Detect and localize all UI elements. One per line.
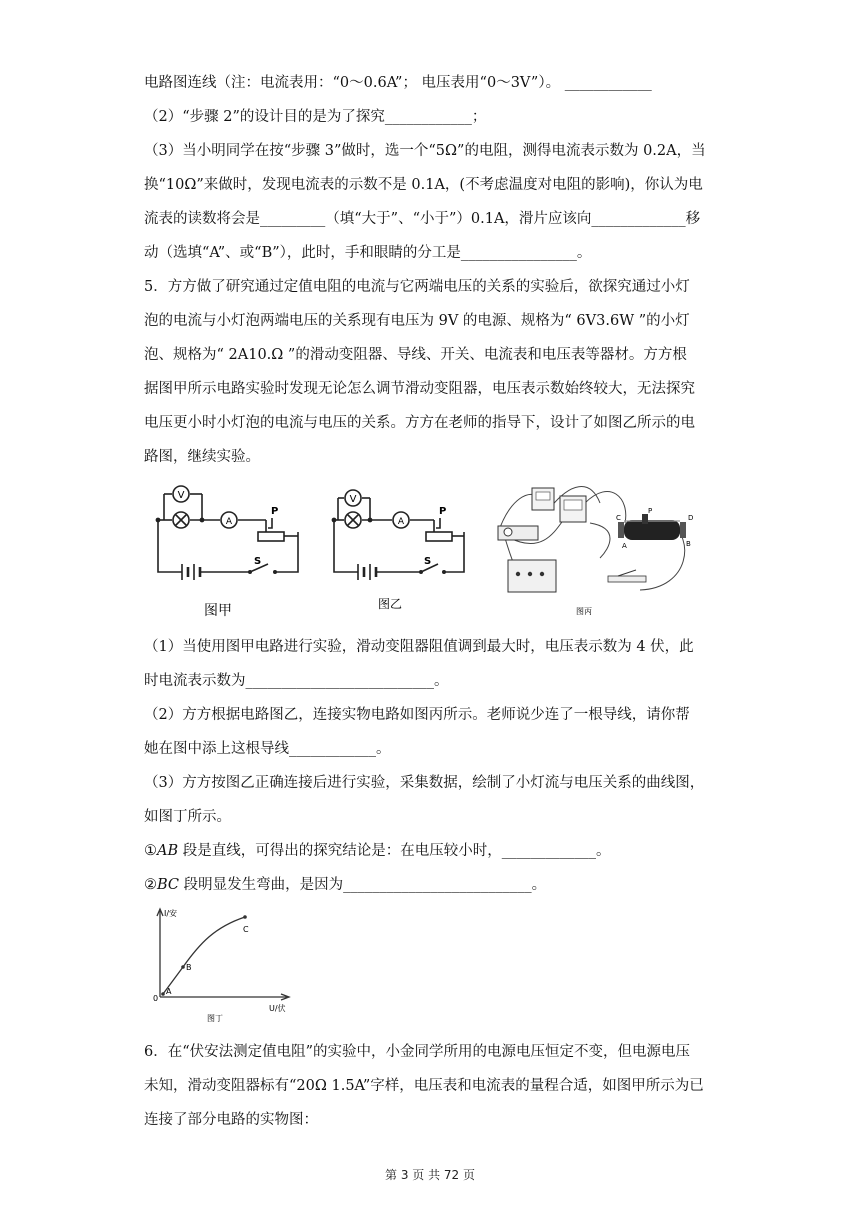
text-line: 路图，继续实验。 <box>144 449 260 465</box>
text-line: 如图丁所示。 <box>144 809 231 825</box>
terminal-d-label: D <box>688 514 694 522</box>
figure-caption: 图甲 <box>204 603 232 619</box>
text-line: 泡、规格为“ 2A10.Ω ”的滑动变阻器、导线、开关、电流表和电压表等器材。方方根 <box>144 347 687 363</box>
text-line: 连接了部分电路的实物图： <box>144 1112 318 1128</box>
y-axis-label: I/安 <box>164 909 178 918</box>
ammeter-label: A <box>397 517 405 527</box>
figure-jia-circuit <box>150 482 310 626</box>
figure-yi-circuit <box>326 482 476 621</box>
slider-label: P <box>439 506 447 517</box>
text-line-bc: ②BC 段明显发生弯曲，是因为__________________________。 <box>144 877 547 893</box>
text-line: 电路图连线（注：电流表用：“0～0.6A”； 电压表用“0～3V”）。 ____________ <box>144 75 652 91</box>
text-line: （3）当小明同学在按“步骤 3”做时，选一个“5Ω”的电阻，测得电流表示数为 0.2A，当 <box>144 143 706 159</box>
page-footer: 第 3 页 共 72 页 <box>385 1168 475 1182</box>
origin-label: 0 <box>153 994 159 1003</box>
figure-bing-physical-circuit <box>490 478 705 622</box>
text-line-ab: ①AB 段是直线，可得出的探究结论是：在电压较小时，_____________。 <box>144 843 611 859</box>
text-line: 动（选填“A”、或“B”），此时，手和眼睛的分工是________________。 <box>144 245 592 261</box>
slider-label: P <box>648 507 653 515</box>
text-line: （2）“步骤 2”的设计目的是为了探究____________； <box>144 109 487 125</box>
figure-caption: 图乙 <box>378 597 403 611</box>
text-line: 据图甲所示电路实验时发现无论怎么调节滑动变阻器，电压表示数始终较大，无法探究 <box>144 381 695 397</box>
text-line: （1）当使用图甲电路进行实验，滑动变阻器阻值调到最大时，电压表示数为 4 伏，此 <box>144 639 694 655</box>
point-a-label: A <box>166 987 172 996</box>
text-line: 泡的电流与小灯泡两端电压的关系现有电压为 9V 的电源、规格为“ 6V3.6W ”的小灯 <box>144 313 690 329</box>
text-line: 时电流表示数为__________________________。 <box>144 673 449 689</box>
question-5-line: 5．方方做了研究通过定值电阻的电流与它两端电压的关系的实验后，欲探究通过小灯 <box>144 279 690 295</box>
text-line: 她在图中添上这根导线____________。 <box>144 741 391 757</box>
point-b-label: B <box>186 963 192 972</box>
terminal-b-label: B <box>686 540 691 548</box>
switch-label: S <box>254 556 262 567</box>
ammeter-label: A <box>225 517 233 527</box>
figure-ding-iu-graph <box>145 905 295 1029</box>
figure-caption: 图丁 <box>207 1014 223 1023</box>
switch-label: S <box>424 556 432 567</box>
text-line: 电压更小时小灯泡的电流与电压的关系。方方在老师的指导下，设计了如图乙所示的电 <box>144 415 695 431</box>
voltmeter-label: V <box>349 494 357 505</box>
slider-label: P <box>271 506 279 517</box>
figure-caption: 图丙 <box>576 607 592 616</box>
text-line: （3）方方按图乙正确连接后进行实验，采集数据，绘制了小灯流与电压关系的曲线图， <box>144 775 705 791</box>
terminal-a-label: A <box>622 542 627 550</box>
text-line: 流表的读数将会是_________（填“大于”、“小于”）0.1A，滑片应该向_____________移 <box>144 211 701 227</box>
text-line: 未知，滑动变阻器标有“20Ω 1.5A”字样，电压表和电流表的量程合适，如图甲所示为已 <box>144 1078 704 1094</box>
x-axis-label: U/伏 <box>269 1004 286 1013</box>
text-line: 换“10Ω”来做时，发现电流表的示数不是 0.1A，(不考虑温度对电阻的影响)，你认为电 <box>144 177 703 193</box>
voltmeter-label: V <box>177 490 185 501</box>
text-line: （2）方方根据电路图乙，连接实物电路如图丙所示。老师说少连了一根导线，请你帮 <box>144 707 690 723</box>
question-6-line: 6．在“伏安法测定值电阻”的实验中，小金同学所用的电源电压恒定不变，但电源电压 <box>144 1044 691 1060</box>
point-c-label: C <box>243 925 249 934</box>
terminal-c-label: C <box>616 514 621 522</box>
